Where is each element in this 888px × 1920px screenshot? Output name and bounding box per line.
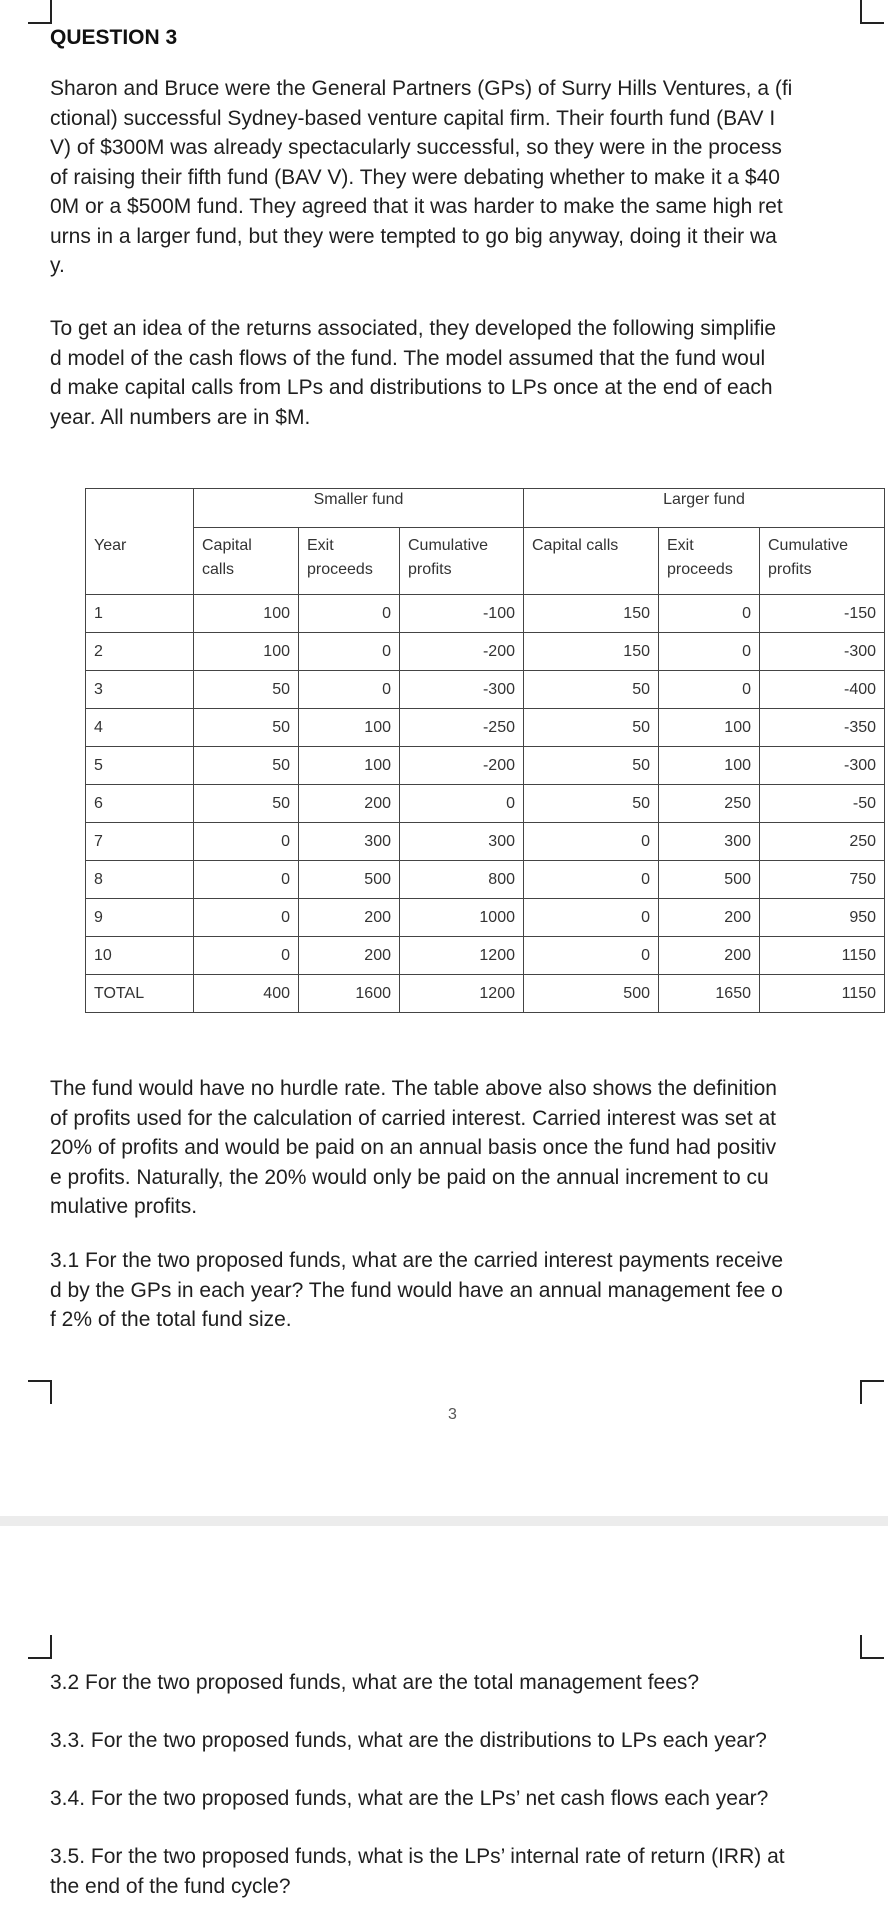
model-paragraph [50,314,862,432]
value-cell: 100 [194,633,299,671]
table-row [86,709,885,747]
model-line: d model of the cash flows of the fund. The model assumed that the fund woul [50,346,766,370]
value-cell: 0 [299,595,400,633]
value-cell: 150 [524,595,659,633]
value-cell: -350 [760,709,885,747]
value-cell: 400 [194,975,299,1013]
table-row [86,861,885,899]
corner-mark-top-right [860,0,884,24]
value-cell: 200 [299,937,400,975]
table-row [86,899,885,937]
value-cell: 0 [659,595,760,633]
year-cell: 4 [86,709,194,747]
year-cell: 9 [86,899,194,937]
value-cell: 300 [400,823,524,861]
value-cell: 1200 [400,975,524,1013]
year-cell: 1 [86,595,194,633]
year-cell: TOTAL [86,975,194,1013]
value-cell: 250 [760,823,885,861]
intro-paragraph [50,74,862,281]
carry-line: The fund would have no hurdle rate. The table above also shows the definition [50,1077,777,1100]
value-cell: 50 [524,785,659,823]
carry-line: 20% of profits and would be paid on an annual basis once the fund had positiv [50,1136,777,1159]
value-cell: 250 [659,785,760,823]
value-cell: 50 [194,747,299,785]
corner-mark-top-left [28,0,52,24]
value-cell: 0 [400,785,524,823]
corner-mark-bottom-left [28,1380,52,1404]
value-cell: -150 [760,595,885,633]
value-cell: -50 [760,785,885,823]
value-cell: 800 [400,861,524,899]
q31-line: d by the GPs in each year? The fund would have an annual management fee o [50,1278,783,1302]
value-cell: 300 [299,823,400,861]
value-cell: 500 [299,861,400,899]
carry-line: e profits. Naturally, the 20% would only be paid on the annual increment to cu [50,1165,769,1189]
carry-line: of profits used for the calculation of carried interest. Carried interest was set at [50,1106,777,1130]
q31-line: f 2% of the total fund size. [50,1308,292,1331]
value-cell: 0 [659,671,760,709]
value-cell: -200 [400,633,524,671]
value-cell: -300 [760,633,885,671]
table-group-header-row [86,489,885,528]
value-cell: 100 [659,747,760,785]
table-row [86,785,885,823]
table-row [86,671,885,709]
fund-cash-flow-table [85,488,885,1013]
value-cell: -400 [760,671,885,709]
question-title: QUESTION 3 [50,26,178,49]
value-cell: -300 [400,671,524,709]
year-cell: 8 [86,861,194,899]
value-cell: -250 [400,709,524,747]
year-cell: 6 [86,785,194,823]
value-cell: 200 [659,899,760,937]
value-cell: 950 [760,899,885,937]
exit-proceeds-header: Exit proceeds [299,528,400,595]
larger-fund-header: Larger fund [524,489,885,528]
corner-mark-top-left-page2 [28,1635,52,1659]
question-3-1 [50,1246,862,1335]
value-cell: 300 [659,823,760,861]
value-cell: 50 [524,671,659,709]
cumulative-profits-header: Cumulative profits [400,528,524,595]
intro-line: y. [50,254,65,277]
model-line: year. All numbers are in $M. [50,405,311,429]
page-number: 3 [448,1406,457,1423]
value-cell: -300 [760,747,885,785]
year-cell: 5 [86,747,194,785]
value-cell: 500 [659,861,760,899]
value-cell: 150 [524,633,659,671]
table-row [86,975,885,1013]
value-cell: 1150 [760,937,885,975]
value-cell: 200 [659,937,760,975]
intro-line: ctional) successful Sydney-based venture capital firm. Their fourth fund (BAV I [50,106,776,130]
q35-line: the end of the fund cycle? [50,1874,291,1898]
capital-calls-header: Capital calls [194,528,299,595]
value-cell: 50 [194,709,299,747]
value-cell: 0 [194,899,299,937]
value-cell: 1000 [400,899,524,937]
value-cell: 0 [194,937,299,975]
page-separator [0,1516,888,1526]
corner-mark-bottom-right [860,1380,884,1404]
model-line: d make capital calls from LPs and distributions to LPs once at the end of each [50,376,773,399]
value-cell: 0 [524,823,659,861]
value-cell: 100 [194,595,299,633]
q31-line: 3.1 For the two proposed funds, what are the carried interest payments receive [50,1249,784,1272]
table-row [86,747,885,785]
value-cell: 1150 [760,975,885,1013]
value-cell: 1200 [400,937,524,975]
question-3-3: 3.3. For the two proposed funds, what are the distributions to LPs each year? [50,1729,767,1752]
question-3-4: 3.4. For the two proposed funds, what are the LPs’ net cash flows each year? [50,1787,769,1810]
value-cell: 200 [299,785,400,823]
model-line: To get an idea of the returns associated, they developed the following simplifie [50,317,777,340]
value-cell: 500 [524,975,659,1013]
year-column-header: Year [86,528,194,595]
value-cell: 1650 [659,975,760,1013]
year-cell: 3 [86,671,194,709]
table-row [86,937,885,975]
question-3-5 [50,1842,862,1901]
table-header-blank [86,489,194,528]
value-cell: 0 [659,633,760,671]
carry-line: mulative profits. [50,1195,198,1218]
table-row [86,633,885,671]
value-cell: -200 [400,747,524,785]
q35-line: 3.5. For the two proposed funds, what is the LPs’ internal rate of return (IRR) at [50,1845,785,1868]
value-cell: 0 [299,671,400,709]
value-cell: 50 [194,785,299,823]
table-row [86,823,885,861]
capital-calls-large-header: Capital calls [524,528,659,595]
value-cell: 0 [524,937,659,975]
value-cell: 50 [524,747,659,785]
value-cell: 100 [299,747,400,785]
intro-line: Sharon and Bruce were the General Partners (GPs) of Surry Hills Ventures, a (fi [50,77,793,100]
cumulative-profits-large-header: Cumulative profits [760,528,885,595]
corner-mark-top-right-page2 [860,1635,884,1659]
intro-line: of raising their fifth fund (BAV V). They were debating whether to make it a $40 [50,165,780,189]
year-cell: 10 [86,937,194,975]
value-cell: 0 [299,633,400,671]
value-cell: 0 [524,861,659,899]
table-column-header-row [86,528,885,595]
question-3-2: 3.2 For the two proposed funds, what are the total management fees? [50,1671,700,1694]
smaller-fund-header: Smaller fund [194,489,524,528]
value-cell: 750 [760,861,885,899]
value-cell: 100 [299,709,400,747]
year-cell: 2 [86,633,194,671]
value-cell: 50 [524,709,659,747]
value-cell: 1600 [299,975,400,1013]
value-cell: 0 [194,823,299,861]
value-cell: 0 [524,899,659,937]
exit-proceeds-large-header: Exit proceeds [659,528,760,595]
carry-paragraph [50,1074,862,1222]
year-cell: 7 [86,823,194,861]
intro-line: urns in a larger fund, but they were tempted to go big anyway, doing it their wa [50,224,777,248]
intro-line: 0M or a $500M fund. They agreed that it was harder to make the same high ret [50,195,783,218]
value-cell: 100 [659,709,760,747]
intro-line: V) of $300M was already spectacularly successful, so they were in the process [50,136,782,159]
value-cell: 200 [299,899,400,937]
table-row [86,595,885,633]
value-cell: 50 [194,671,299,709]
value-cell: -100 [400,595,524,633]
value-cell: 0 [194,861,299,899]
